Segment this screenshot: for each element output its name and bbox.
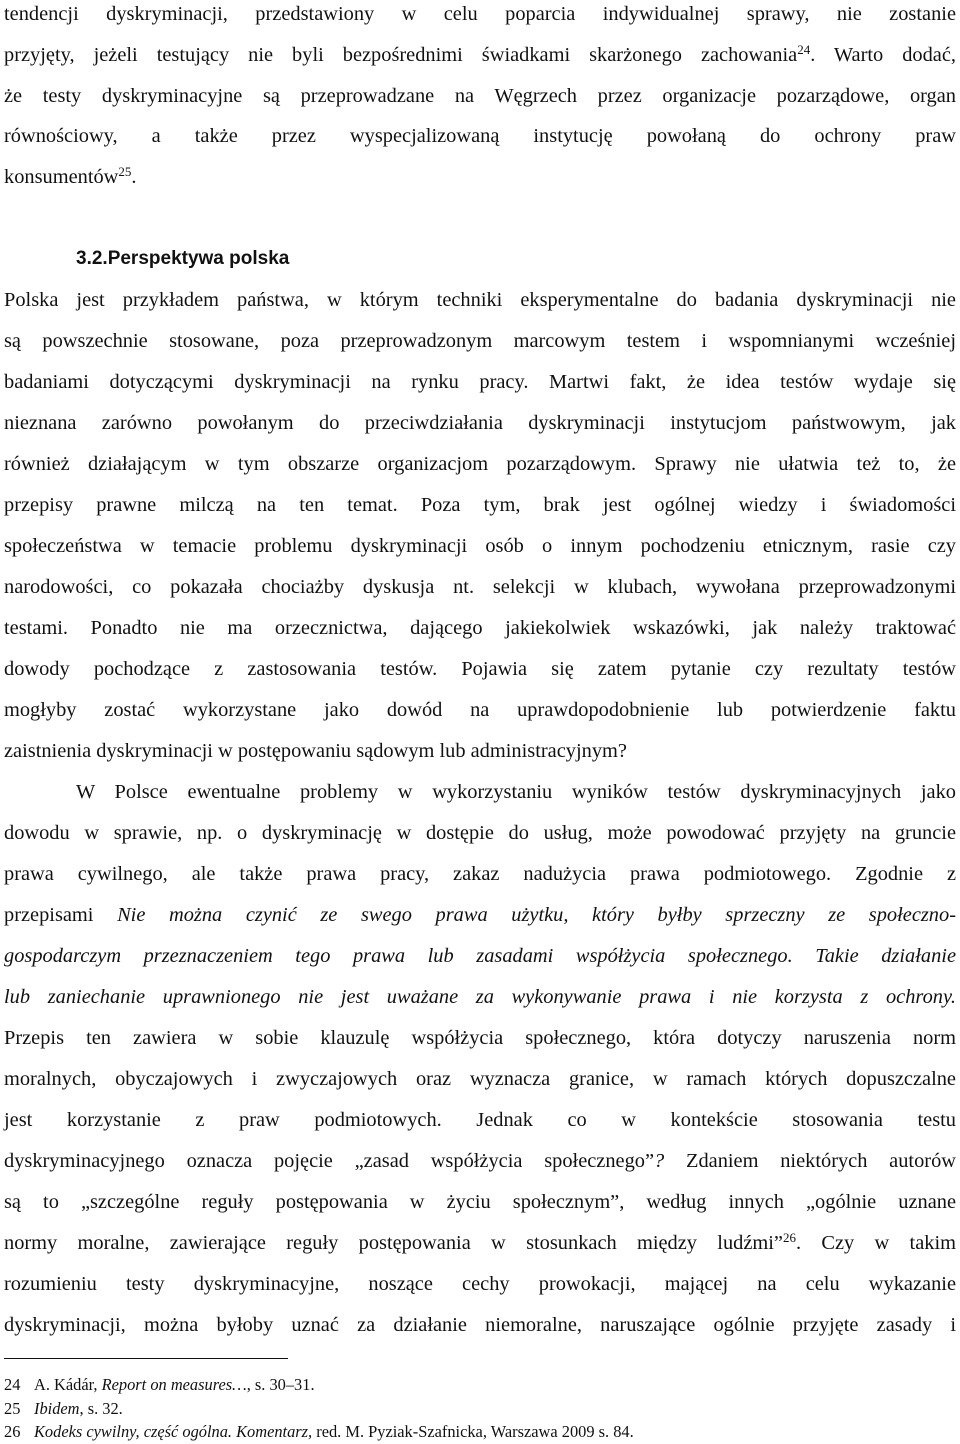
text-run: Ibidem	[34, 1399, 80, 1418]
text-line	[4, 165, 956, 189]
text-run: Zdaniem niektórych autorów	[664, 1150, 957, 1172]
text-run: , s. 30–31.	[246, 1375, 315, 1394]
text-line	[4, 985, 956, 1009]
text-line	[4, 329, 956, 353]
text-run: również działającym w tym obszarze organizacjom pozarządowym. Sprawy nie ułatwia też to, że	[4, 453, 956, 475]
text-line	[4, 2, 956, 26]
text-line	[4, 944, 956, 968]
text-run: zaistnienia dyskryminacji w postępowaniu sądowym lub administracyjnym?	[4, 740, 627, 762]
text-line	[4, 1149, 956, 1173]
text-run: gospodarczym przeznaczeniem tego prawa lub zasadami współżycia społecznego. Takie działanie	[4, 945, 956, 967]
text-run: testami. Ponadto nie ma orzecznictwa, dającego jakiekolwiek wskazówki, jak należy traktować	[4, 617, 956, 639]
footnote-number: 26	[4, 1422, 21, 1441]
footnote	[4, 1375, 315, 1395]
text-run: równościowy, a także przez wyspecjalizowaną instytucję powołaną do ochrony praw	[4, 125, 956, 147]
text-run: rozumieniu testy dyskryminacyjne, noszące cechy prowokacji, mającej na celu wykazanie	[4, 1273, 956, 1295]
footnote-number: 24	[4, 1375, 21, 1394]
text-run: , s. 32.	[79, 1399, 123, 1418]
text-line	[4, 1231, 956, 1255]
text-line	[4, 862, 956, 886]
text-line	[4, 575, 956, 599]
footnote-separator	[4, 1358, 288, 1359]
text-run: przepisami	[4, 904, 118, 926]
footnote	[4, 1422, 634, 1442]
text-run: dowodu w sprawie, np. o dyskryminację w dostępie do usług, może powodować przyjęty na gruncie	[4, 822, 956, 844]
text-line	[4, 821, 956, 845]
text-line	[4, 1026, 956, 1050]
text-run: Nie można czynić ze swego prawa użytku, który byłby sprzeczny ze społeczno-	[117, 904, 956, 926]
text-line	[4, 84, 956, 108]
text-run: dyskryminacyjnego oznacza pojęcie „zasad współżycia społecznego”	[4, 1150, 655, 1172]
section-heading: 3.2.Perspektywa polska	[76, 248, 290, 269]
text-line	[4, 493, 956, 517]
text-line	[4, 1108, 956, 1132]
text-line	[4, 43, 956, 67]
text-run: tendencji dyskryminacji, przedstawiony w celu poparcia indywidualnej sprawy, nie zostanie	[4, 3, 956, 25]
text-line	[4, 288, 956, 312]
text-run: Report on measures…	[101, 1375, 247, 1394]
footnote-reference: 25	[118, 163, 132, 179]
text-line	[4, 903, 956, 927]
text-run: prawa cywilnego, ale także prawa pracy, zakaz nadużycia prawa podmiotowego. Zgodnie z	[4, 863, 956, 885]
text-run: lub zaniechanie uprawnionego nie jest uważane za wykonywanie prawa i nie korzysta z ochrony.	[4, 986, 956, 1008]
text-run: że testy dyskryminacyjne są przeprowadzane na Węgrzech przez organizacje pozarządowe, organ	[4, 85, 956, 107]
text-run: przepisy prawne milczą na ten temat. Poza tym, brak jest ogólnej wiedzy i świadomości	[4, 494, 956, 516]
footnote-reference: 26	[782, 1229, 796, 1245]
text-run: moralnych, obyczajowych i zwyczajowych oraz wyznacza granice, w ramach których dopuszczalne	[4, 1068, 956, 1090]
footnote	[4, 1399, 123, 1419]
text-run: red. M. Pyziak-Szafnicka, Warszawa 2009 s. 84.	[312, 1422, 634, 1441]
text-run: .	[131, 166, 137, 188]
text-run: . Czy w takim	[795, 1232, 956, 1254]
text-line	[4, 452, 956, 476]
text-run: Kodeks cywilny, część ogólna. Komentarz,	[34, 1422, 313, 1441]
text-line	[4, 1067, 956, 1091]
text-run: . Warto dodać,	[810, 44, 956, 66]
text-line	[4, 1313, 956, 1337]
text-run: narodowości, co pokazała chociażby dyskusja nt. selekcji w klubach, wywołana przeprowadzonymi	[4, 576, 956, 598]
text-run: mogłyby zostać wykorzystane jako dowód na uprawdopodobnienie lub potwierdzenie faktu	[4, 699, 956, 721]
text-run: W Polsce ewentualne problemy w wykorzystaniu wyników testów dyskryminacyjnych jako	[76, 781, 956, 803]
text-run: są to „szczególne reguły postępowania w życiu społecznym”, według innych „ogólnie uznane	[4, 1191, 956, 1213]
text-line	[4, 698, 956, 722]
text-line	[4, 657, 956, 681]
text-run: dyskryminacji, można byłoby uznać za działanie niemoralne, naruszające ogólnie przyjęte zasady i	[4, 1314, 956, 1336]
text-run: ?	[654, 1150, 665, 1172]
text-line	[4, 124, 956, 148]
footnote-number: 25	[4, 1399, 21, 1418]
text-line	[4, 616, 956, 640]
text-line	[4, 411, 956, 435]
text-line	[4, 739, 956, 763]
text-run: nieznana zarówno powołanym do przeciwdziałania dyskryminacji instytucjom państwowym, jak	[4, 412, 956, 434]
text-run: jest korzystanie z praw podmiotowych. Jednak co w kontekście stosowania testu	[4, 1109, 956, 1131]
text-run: Polska jest przykładem państwa, w którym techniki eksperymentalne do badania dyskryminacji nie	[4, 289, 956, 311]
text-line	[4, 370, 956, 394]
text-run: społeczeństwa w temacie problemu dyskryminacji osób o innym pochodzeniu etnicznym, rasie czy	[4, 535, 956, 557]
text-run: Przepis ten zawiera w sobie klauzulę współżycia społecznego, która dotyczy naruszenia norm	[4, 1027, 956, 1049]
text-run: normy moralne, zawierające reguły postępowania w stosunkach między ludźmi”	[4, 1232, 783, 1254]
text-run: badaniami dotyczącymi dyskryminacji na rynku pracy. Martwi fakt, że idea testów wydaje się	[4, 371, 956, 393]
text-line	[4, 1190, 956, 1214]
text-line	[4, 1272, 956, 1296]
text-line	[4, 534, 956, 558]
text-run: są powszechnie stosowane, poza przeprowadzonym marcowym testem i wspomnianymi wcześniej	[4, 330, 956, 352]
text-run: konsumentów	[4, 166, 119, 188]
text-run: dowody pochodzące z zastosowania testów. Pojawia się zatem pytanie czy rezultaty testów	[4, 658, 956, 680]
text-run: przyjęty, jeżeli testujący nie byli bezpośrednimi świadkami skarżonego zachowania	[4, 44, 798, 66]
text-line	[76, 780, 956, 804]
footnote-reference: 24	[797, 41, 811, 57]
text-run: A. Kádár,	[34, 1375, 102, 1394]
